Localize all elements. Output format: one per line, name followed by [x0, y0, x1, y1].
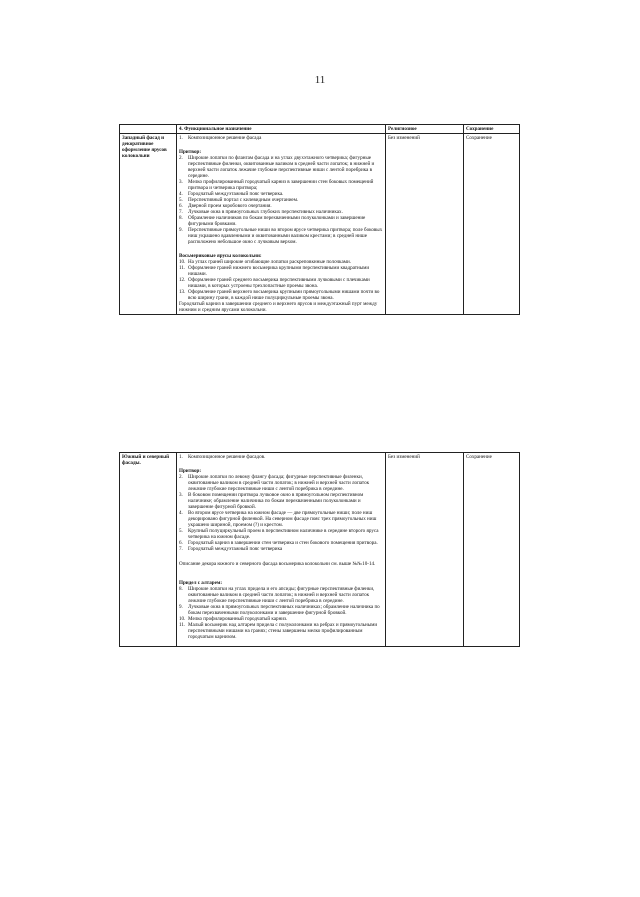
- section-title: Притвор:: [179, 468, 202, 474]
- item-number: 5.: [179, 528, 183, 534]
- table-row: [120, 134, 520, 315]
- list-item: [179, 215, 383, 227]
- list-item: [179, 528, 383, 540]
- page-number: 11: [314, 74, 326, 86]
- item-number: 1.: [179, 135, 183, 141]
- section-list: [179, 259, 383, 301]
- list-item: [179, 474, 383, 492]
- item-number: 7.: [179, 546, 183, 552]
- item-number: 3.: [179, 179, 183, 185]
- item-text: Перспективный портал с килевидным очертанием.: [188, 197, 299, 203]
- item-text: Мелко профилированный городчатый карниз в завершении стен боковых помещений притвора и четверика притвора;: [188, 179, 374, 191]
- table-south-north-facades: [119, 452, 520, 647]
- closing-text: Городчатый карниз в завершении среднего и верхнего ярусов и междуэтажный пурт между нижним и средним ярусами колокольни.: [179, 301, 378, 313]
- section-list: [179, 155, 383, 245]
- row-label: Западный фасад и декоративное оформление ярусов колокольни: [120, 134, 177, 315]
- item-text: Городчатый междуэтажный пояс четверика: [188, 546, 283, 552]
- item-number: 6.: [179, 203, 183, 209]
- item-text: Обрамление наличников по бокам перехваченными полуколонками и завершение фигурными бровками.: [188, 215, 366, 227]
- item-number: 2.: [179, 155, 183, 161]
- item-number: 9.: [179, 227, 183, 233]
- item-number: 12.: [179, 277, 186, 283]
- list-item: [179, 135, 383, 141]
- item-number: 4.: [179, 191, 183, 197]
- item-text: Композиционное решение фасадов.: [188, 454, 266, 460]
- item-text: Городчатый междуэтажный пояс четверика.: [188, 191, 284, 197]
- item-text: В боковом помещении притвора лучковое окно в прямоугольном перспективном наличнике; обрамление наличника по бокам перехваченными полуколонками и завершение фигурной бровкой.: [188, 492, 364, 510]
- item-number: 5.: [179, 197, 183, 203]
- table-west-facade: [119, 124, 520, 315]
- item-number: 7.: [179, 209, 183, 215]
- list-item: [179, 265, 383, 277]
- item-number: 8.: [179, 586, 183, 592]
- section-list: [179, 586, 383, 640]
- table-header-row: [120, 125, 520, 134]
- item-number: 13.: [179, 289, 186, 295]
- item-text: Оформление граней нижнего восьмерика крупными перспективными квадратными нишами.: [188, 265, 370, 277]
- section-title: Притвор:: [179, 149, 202, 155]
- list-item: [179, 586, 383, 604]
- cross-reference-note: Описание декора южного и северного фасада восьмерика колокольни см. выше №№10-14.: [179, 561, 376, 567]
- item-number: 11.: [179, 265, 186, 271]
- list-item: [179, 604, 383, 616]
- table-row: [120, 453, 520, 647]
- item-text: Малый восьмерик над алтарем придела с полуколонками на ребрах и прямоугольными перспективными нишами на гранях; стены завершены мелко профилированным городчатым карнизом.: [188, 622, 378, 640]
- item-text: Широкие лопатки на углах придела и его апсиды; фигурные перспективные филенки, оквитованные валиком в средней части лопаток; в нижней и верхней части лопаток лежачие глубокие перспективные ниши с лентой поребрика в середине.: [188, 586, 375, 604]
- item-text: На углах граней широкие огибающие лопатки раскреповкнные полочками.: [188, 259, 351, 265]
- row-status: Без изменений: [386, 134, 464, 315]
- row-status: Без изменений: [386, 453, 464, 647]
- header-empty-cell: [120, 125, 177, 134]
- item-text: Перспективные прямоугольные ниши во втором ярусе четверика притвора; поле боковых ниш украшено вдавленными и оквитованными валиком крестами; в средней нише расположено небольшое окно с лучковым верхом.: [188, 227, 383, 245]
- row-description: [177, 453, 386, 647]
- list-item: [179, 492, 383, 510]
- item-number: 2.: [179, 474, 183, 480]
- item-number: 10.: [179, 616, 186, 622]
- list-item: [179, 546, 383, 552]
- list-item: [179, 622, 383, 640]
- section-title: Придел с алтарем:: [179, 580, 223, 586]
- row-label: Южный и северный фасады.: [120, 453, 177, 647]
- header-preservation: Сохранение: [464, 125, 520, 134]
- item-number: 10.: [179, 259, 186, 265]
- item-number: 1.: [179, 454, 183, 460]
- row-action: Сохранение: [464, 453, 520, 647]
- item-number: 8.: [179, 215, 183, 221]
- row-action: Сохранение: [464, 134, 520, 315]
- item-text: Крупный полуциркульный проем в перспективном наличнике в середине второго яруса четверика на южном фасаде.: [188, 528, 379, 540]
- header-religious: Религиозное: [386, 125, 464, 134]
- item-text: Лучковые окна в прямоугольных глубоких перспективных наличниках.: [188, 209, 343, 215]
- header-function: 4. Функциональное назначение: [177, 125, 386, 134]
- item-number: 6.: [179, 540, 183, 546]
- item-text: Широкие лопатки по левому флангу фасада; фигурные перспективные филенки, оквитованные валиком в средней части лопаток; в нижней и верхней части лопаток лежачие глубокие перспективные ниши с лентой поребрика в середине.: [188, 474, 370, 492]
- list-item: [179, 277, 383, 289]
- list-item: [179, 510, 383, 528]
- item-text: Городчатый карниз в завершении стен четверика и стен бокового помещения притвора.: [188, 540, 378, 546]
- item-number: 3.: [179, 492, 183, 498]
- item-text: Оформление граней среднего восьмерика перспективными лучковыми с плечиками нишами, в которых устроены трехлопастные проемы звона.: [188, 277, 370, 289]
- item-text: Оформление граней верхнего восьмерика крупными прямоугольными нишами почти во всю ширину грани, в каждой нише полуциркульные проемы звона.: [188, 289, 380, 301]
- item-number: 11.: [179, 622, 186, 628]
- list-item: [179, 454, 383, 460]
- item-number: 9.: [179, 604, 183, 610]
- list-item: [179, 155, 383, 179]
- row-description: [177, 134, 386, 315]
- section-list: [179, 474, 383, 552]
- item-text: Широкие лопатки по флангам фасада и на углах двухэтажного четверика; фигурные перспективные филенки, оквитованные валиком в средней части лопаток; в нижней и верхней части лопаток лежачие глубокие перспективные ниши с лентой поребрика в середине.: [188, 155, 375, 179]
- item-number: 4.: [179, 510, 183, 516]
- list-item: [179, 289, 383, 301]
- list-item: [179, 227, 383, 245]
- item-text: Композиционное решение фасада: [188, 135, 262, 141]
- item-text: Мелко профилированный городчатый карниз.: [188, 616, 288, 622]
- section-title: Восьмериковые ярусы колокольни:: [179, 253, 262, 259]
- item-text: Во втором ярусе четверика на южном фасаде — две прямоугольные ниши; поле ниш декорировано фигурной филенкой. На северном фасаде пояс трех прямоугольных ниш украшено шириной, проемом (?) и крестом.: [188, 510, 377, 528]
- item-text: Дверной проем коробового очертания.: [188, 203, 272, 209]
- item-text: Лучковые окна в прямоугольных перспективных наличниках; обрамление наличника по бокам перехваченными полуколонками и завершение фигурной бровкой.: [188, 604, 380, 616]
- list-item: [179, 179, 383, 191]
